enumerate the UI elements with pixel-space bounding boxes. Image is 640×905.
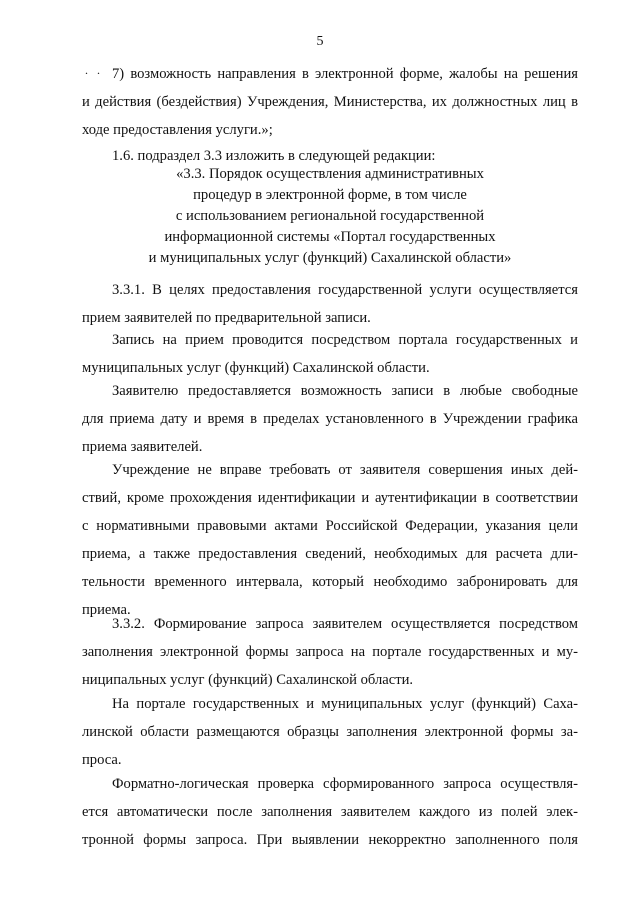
text-line: муниципальных услуг (функций) Сахалинской области. [82, 360, 430, 376]
heading-line: «3.3. Порядок осуществления административных [176, 166, 484, 182]
text-line: приема, а также предоставления сведений, необходимых для расчета дли- [82, 546, 578, 562]
text-line: прием заявителей по предварительной записи. [82, 310, 371, 326]
heading-line: информационной системы «Портал государственных [164, 229, 496, 245]
text-line: линской области размещаются образцы заполнения электронной формы за- [82, 724, 578, 740]
paragraph-3-3-1 [82, 276, 578, 332]
text-line: Запись на прием проводится посредством портала государственных и [112, 332, 578, 348]
paragraph-3-3-2 [82, 610, 578, 694]
text-line: с нормативными правовыми актами Российской Федерации, указания цели [82, 518, 578, 534]
text-line: Заявителю предоставляется возможность записи в любые свободные [112, 383, 578, 399]
text-line: ходе предоставления услуги.»; [82, 122, 273, 138]
page-number: 5 [316, 34, 324, 49]
paragraph-item-7 [82, 60, 578, 144]
paragraph-uchrezhdenie [82, 456, 578, 624]
text-line: На портале государственных и муниципальных услуг (функций) Саха- [112, 696, 578, 712]
text-line: приема заявителей. [82, 439, 203, 455]
text-line: 3.3.1. В целях предоставления государственной услуги осуществляется [112, 282, 578, 298]
text-line: проса. [82, 752, 122, 768]
paragraph-zayavitelyu [82, 377, 578, 461]
heading-line: с использованием региональной государственной [175, 208, 485, 224]
text-line: тронной формы запроса. При выявлении некорректно заполненного поля [82, 832, 578, 848]
text-line: Учреждение не вправе требовать от заявителя совершения иных дей- [112, 462, 578, 478]
leading-dots: . . [85, 63, 103, 77]
text-line: Форматно-логическая проверка сформированного запроса осуществля- [112, 776, 578, 792]
text-line: ствий, кроме прохождения идентификации и аутентификации в соответствии [82, 490, 578, 506]
paragraph-format [82, 770, 578, 854]
text-line: для приема дату и время в пределах установленного в Учреждении графика [82, 411, 578, 427]
text-line: тельности временного интервала, который необходимо забронировать для [82, 574, 578, 590]
text-line: ется автоматически после заполнения заявителем каждого из полей элек- [82, 804, 578, 820]
text-line: 3.3.2. Формирование запроса заявителем осуществляется посредством [112, 616, 578, 632]
paragraph-zapis [82, 326, 578, 382]
text-line: 7) возможность направления в электронной форме, жалобы на решения [112, 66, 578, 82]
text-line: приема. [82, 602, 131, 618]
section-heading-3-3 [82, 164, 578, 269]
text-line: заполнения электронной формы запроса на портале государственных и му- [82, 644, 578, 660]
heading-line: и муниципальных услуг (функций) Сахалинской области» [148, 250, 512, 266]
heading-line: процедур в электронной форме, в том числе [193, 187, 467, 203]
text-line: ниципальных услуг (функций) Сахалинской области. [82, 672, 414, 688]
text-line: и действия (бездействия) Учреждения, Министерства, их должностных лиц в [82, 94, 578, 110]
paragraph-portal [82, 690, 578, 774]
text-line: 1.6. подраздел 3.3 изложить в следующей редакции: [112, 148, 436, 164]
